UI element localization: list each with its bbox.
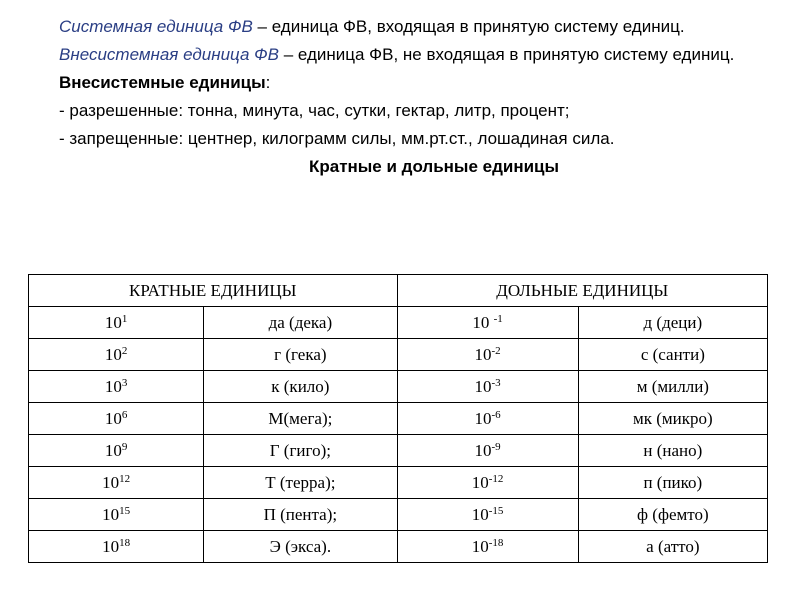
multiple-prefix-cell: П (пента); [204, 499, 397, 531]
definition-term: Системная единица ФВ [59, 17, 253, 36]
definition-text: – единица ФВ, не входящая в принятую систему единиц. [278, 45, 735, 64]
multiple-prefix-cell: к (кило) [204, 371, 397, 403]
power-exponent: -18 [488, 536, 504, 549]
multiple-power-cell [29, 531, 204, 563]
power-base: 10 [474, 376, 492, 396]
nonsystem-title [59, 72, 752, 94]
table-header-row [29, 275, 768, 307]
submultiple-prefix-cell: мк (микро) [578, 403, 767, 435]
power-base: 10 [474, 408, 492, 428]
power-exponent: -6 [491, 408, 501, 421]
power-base: 10 [474, 344, 492, 364]
power-base: 10 [104, 376, 122, 396]
submultiple-prefix-cell: а (атто) [578, 531, 767, 563]
multiple-power-cell [29, 307, 204, 339]
header-multiple-units: КРАТНЫЕ ЕДИНИЦЫ [29, 275, 398, 307]
submultiple-prefix-cell: д (деци) [578, 307, 767, 339]
table-row [29, 339, 768, 371]
nonsystem-title-colon: : [265, 73, 271, 92]
power-exponent: -1 [493, 312, 503, 325]
power-exponent: -3 [491, 376, 501, 389]
power-exponent: 15 [119, 504, 131, 517]
table-body [29, 307, 768, 563]
submultiple-prefix-cell: м (милли) [578, 371, 767, 403]
power-exponent: -2 [491, 344, 501, 357]
submultiple-power-cell [397, 339, 578, 371]
allowed-units: - разрешенные: тонна, минута, час, сутки, гектар, литр, процент; [59, 101, 570, 120]
power-base: 10 [102, 536, 120, 556]
power-exponent: 12 [119, 472, 131, 485]
multiple-prefix-cell: Э (экса). [204, 531, 397, 563]
multiple-prefix-cell: Г (гиго); [204, 435, 397, 467]
power-exponent: 18 [119, 536, 131, 549]
table-row [29, 435, 768, 467]
table-row [29, 307, 768, 339]
multiple-power-cell [29, 339, 204, 371]
power-exponent: 9 [121, 440, 128, 453]
submultiple-power-cell [397, 371, 578, 403]
power-base: 10 [102, 472, 120, 492]
power-base: 10 [471, 472, 489, 492]
table-row [29, 371, 768, 403]
table-title: Кратные и дольные единицы [308, 157, 560, 176]
submultiple-power-cell [397, 531, 578, 563]
power-exponent: 1 [121, 312, 128, 325]
definition-term: Внесистемная единица ФВ [59, 45, 279, 64]
header-submultiple-units: ДОЛЬНЫЕ ЕДИНИЦЫ [397, 275, 768, 307]
power-exponent: -12 [488, 472, 504, 485]
multiple-power-cell [29, 435, 204, 467]
definition-system-unit [36, 16, 752, 38]
definition-nonsystem-unit [36, 44, 752, 66]
power-exponent: -9 [491, 440, 501, 453]
power-base: 10 [104, 344, 122, 364]
submultiple-power-cell [397, 403, 578, 435]
power-base: 10 [471, 536, 489, 556]
multiple-power-cell [29, 499, 204, 531]
power-base: 10 [104, 440, 122, 460]
multiple-prefix-cell: г (гека) [204, 339, 397, 371]
power-base: 10 [102, 504, 120, 524]
forbidden-units: - запрещенные: центнер, килограмм силы, мм.рт.ст., лошадиная сила. [59, 129, 615, 148]
multiple-prefix-cell: М(мега); [204, 403, 397, 435]
power-base: 10 [104, 408, 122, 428]
multiple-prefix-cell: Т (терра); [204, 467, 397, 499]
table-row [29, 403, 768, 435]
table-row [29, 531, 768, 563]
nonsystem-title-text: Внесистемные единицы [59, 73, 266, 92]
submultiple-prefix-cell: п (пико) [578, 467, 767, 499]
prefix-table [28, 274, 768, 563]
submultiple-power-cell [397, 499, 578, 531]
power-base: 10 [474, 440, 492, 460]
submultiple-prefix-cell: ф (фемто) [578, 499, 767, 531]
multiple-power-cell [29, 371, 204, 403]
multiple-prefix-cell: да (дека) [204, 307, 397, 339]
multiple-power-cell [29, 403, 204, 435]
power-exponent: 6 [121, 408, 128, 421]
multiple-power-cell [29, 467, 204, 499]
definition-text: – единица ФВ, входящая в принятую систему единиц. [252, 17, 685, 36]
submultiple-prefix-cell: с (санти) [578, 339, 767, 371]
submultiple-power-cell [397, 435, 578, 467]
power-exponent: -15 [488, 504, 504, 517]
power-base: 10 [472, 312, 494, 332]
text-block [36, 16, 752, 178]
power-base: 10 [104, 312, 122, 332]
submultiple-prefix-cell: н (нано) [578, 435, 767, 467]
submultiple-power-cell [397, 467, 578, 499]
power-base: 10 [471, 504, 489, 524]
submultiple-power-cell [397, 307, 578, 339]
table-row [29, 467, 768, 499]
table-row [29, 499, 768, 531]
power-exponent: 3 [121, 376, 128, 389]
power-exponent: 2 [121, 344, 128, 357]
